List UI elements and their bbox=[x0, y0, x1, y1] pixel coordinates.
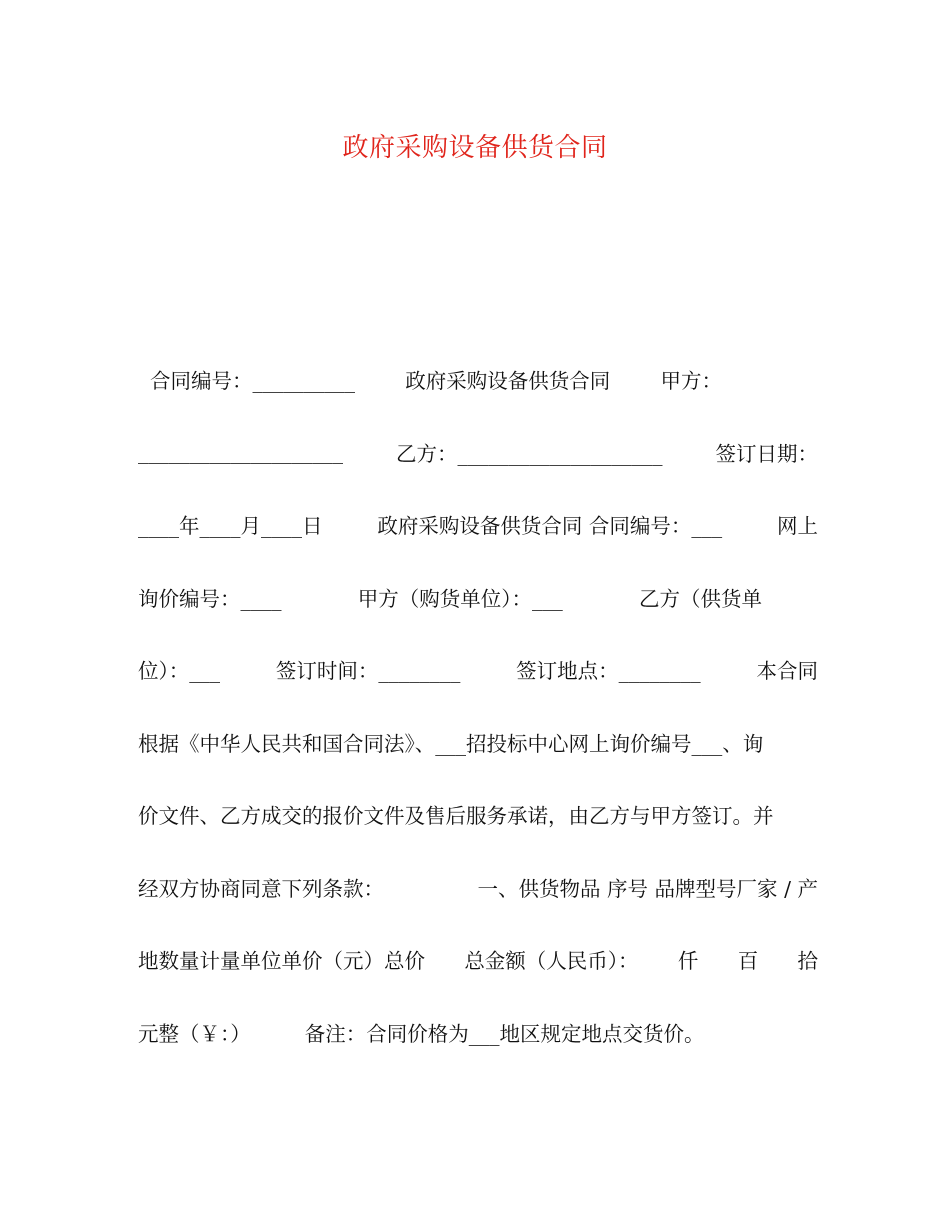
contract-basis-text: 根据《中华人民共和国合同法》、___招投标中心网上询价编号___、询 bbox=[138, 731, 764, 756]
body-line-6 bbox=[138, 724, 818, 760]
document-title: 政府采购设备供货合同 bbox=[342, 133, 608, 163]
contract-heading-repeat: 政府采购设备供货合同 bbox=[405, 369, 611, 393]
body-line-2 bbox=[138, 434, 818, 470]
body-line-3 bbox=[138, 506, 818, 542]
ten-unit: 拾 bbox=[797, 949, 818, 973]
supply-items-heading: 一、供货物品 序号 品牌型号厂家 / 产 bbox=[477, 876, 818, 901]
thousand-unit: 仟 bbox=[677, 949, 699, 973]
item-columns-text: 地数量计量单位单价（元）总价 bbox=[138, 949, 425, 973]
supplier-label-start: 乙方（供货单 bbox=[639, 586, 762, 611]
body-line-8 bbox=[138, 869, 818, 905]
inquiry-number-field: 询价编号：____ bbox=[138, 586, 282, 611]
total-amount-label: 总金额（人民币）： bbox=[464, 949, 639, 973]
body-line-9 bbox=[138, 941, 818, 977]
signing-date-label: 签订日期： bbox=[715, 441, 818, 466]
party-a-label: 甲方： bbox=[660, 369, 722, 393]
supplier-label-end: 位）：___ bbox=[138, 659, 220, 683]
date-blank: ____年____月____日 bbox=[138, 514, 323, 538]
body-line-4 bbox=[138, 579, 818, 615]
signing-time-field: 签订时间：________ bbox=[275, 659, 461, 683]
remarks-text: 备注：合同价格为___地区规定地点交货价。 bbox=[304, 1021, 705, 1046]
body-line-5 bbox=[138, 651, 818, 687]
body-line-10 bbox=[138, 1014, 818, 1050]
contract-number-second: 政府采购设备供货合同 合同编号：___ bbox=[377, 514, 723, 538]
amount-in-figures: 元整（￥：） bbox=[138, 1021, 251, 1046]
agreed-terms-label: 经双方协商同意下列条款： bbox=[138, 876, 384, 901]
contract-body bbox=[138, 361, 818, 1086]
contract-basis-continued: 价文件、乙方成交的报价文件及售后服务承诺，由乙方与甲方签订。并 bbox=[138, 804, 774, 828]
body-line-1 bbox=[138, 361, 818, 397]
hundred-unit: 百 bbox=[737, 949, 759, 973]
contract-number-field: 合同编号：__________ bbox=[150, 369, 355, 393]
body-line-7 bbox=[138, 796, 818, 832]
buyer-field: 甲方（购货单位）：___ bbox=[357, 586, 563, 611]
party-b-field: 乙方：____________________ bbox=[396, 441, 663, 466]
party-a-blank: ____________________ bbox=[138, 439, 343, 464]
signing-place-field: 签订地点：________ bbox=[516, 659, 701, 683]
contract-basis-start: 本合同 bbox=[756, 659, 818, 683]
online-label: 网上 bbox=[776, 514, 818, 538]
